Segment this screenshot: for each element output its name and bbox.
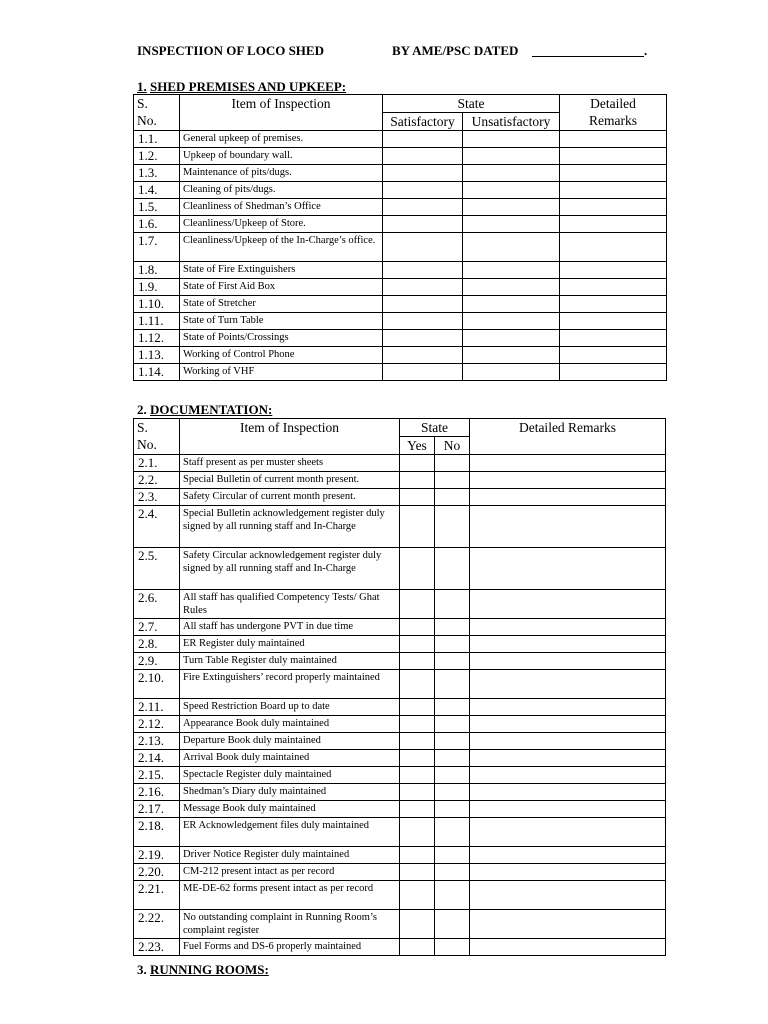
state-cell-2 xyxy=(435,506,470,548)
row-number: 2.10. xyxy=(134,670,180,699)
row-item: State of Fire Extinguishers xyxy=(180,262,383,279)
state-cell-2 xyxy=(435,653,470,670)
state-cell-1 xyxy=(383,364,463,381)
state-cell-2 xyxy=(435,489,470,506)
remarks-cell xyxy=(470,881,666,910)
row-item: State of Stretcher xyxy=(180,296,383,313)
doc-header-yes: Yes xyxy=(400,437,435,455)
header-remarks xyxy=(560,95,667,131)
table-row xyxy=(134,182,667,199)
state-cell-1 xyxy=(400,881,435,910)
state-cell-2 xyxy=(463,199,560,216)
remarks-cell xyxy=(470,506,666,548)
state-cell-1 xyxy=(383,330,463,347)
row-number: 1.3. xyxy=(134,165,180,182)
row-number: 2.16. xyxy=(134,784,180,801)
table-row xyxy=(134,472,666,489)
state-cell-1 xyxy=(383,296,463,313)
remarks-cell xyxy=(560,131,667,148)
state-cell-2 xyxy=(463,165,560,182)
row-item: Working of Control Phone xyxy=(180,347,383,364)
remarks-cell xyxy=(560,233,667,262)
header-satisfactory: Satisfactory xyxy=(383,113,463,131)
state-cell-2 xyxy=(435,910,470,939)
row-item: Cleaning of pits/dugs. xyxy=(180,182,383,199)
doc-header-no: No xyxy=(435,437,470,455)
remarks-cell xyxy=(470,818,666,847)
title-period: . xyxy=(644,43,648,58)
row-number: 1.12. xyxy=(134,330,180,347)
section-2-heading xyxy=(137,402,272,418)
row-item: Cleanliness of Shedman’s Office xyxy=(180,199,383,216)
row-item: All staff has qualified Competency Tests/ Ghat Rules xyxy=(180,590,400,619)
remarks-cell xyxy=(560,182,667,199)
row-item: Maintenance of pits/dugs. xyxy=(180,165,383,182)
state-cell-1 xyxy=(400,733,435,750)
table-row xyxy=(134,864,666,881)
remarks-cell xyxy=(560,148,667,165)
row-number: 2.5. xyxy=(134,548,180,590)
state-cell-1 xyxy=(400,750,435,767)
row-number: 1.13. xyxy=(134,347,180,364)
remarks-cell xyxy=(470,767,666,784)
table-row xyxy=(134,636,666,653)
state-cell-1 xyxy=(400,699,435,716)
row-item: Appearance Book duly maintained xyxy=(180,716,400,733)
remarks-cell xyxy=(470,750,666,767)
table-row xyxy=(134,199,667,216)
remarks-cell xyxy=(470,670,666,699)
state-cell-1 xyxy=(383,279,463,296)
state-cell-1 xyxy=(400,784,435,801)
state-cell-2 xyxy=(435,847,470,864)
row-item: Special Bulletin acknowledgement register duly signed by all running staff and In-Charge xyxy=(180,506,400,548)
table-row xyxy=(134,216,667,233)
row-number: 2.1. xyxy=(134,455,180,472)
remarks-cell xyxy=(560,216,667,233)
state-cell-1 xyxy=(400,864,435,881)
row-number: 1.10. xyxy=(134,296,180,313)
row-item: Turn Table Register duly maintained xyxy=(180,653,400,670)
remarks-cell xyxy=(470,619,666,636)
row-number: 2.19. xyxy=(134,847,180,864)
row-number: 2.14. xyxy=(134,750,180,767)
row-item: State of First Aid Box xyxy=(180,279,383,296)
state-cell-2 xyxy=(435,716,470,733)
state-cell-2 xyxy=(435,750,470,767)
table-row xyxy=(134,489,666,506)
state-cell-2 xyxy=(463,233,560,262)
table-row xyxy=(134,548,666,590)
row-item: Fire Extinguishers’ record properly maintained xyxy=(180,670,400,699)
doc-header-sno-line1: S. xyxy=(137,420,148,435)
doc-header-item: Item of Inspection xyxy=(180,419,400,455)
state-cell-2 xyxy=(435,767,470,784)
row-number: 2.21. xyxy=(134,881,180,910)
doc-header-state: State xyxy=(400,419,470,437)
state-cell-1 xyxy=(383,313,463,330)
state-cell-1 xyxy=(383,262,463,279)
row-item: All staff has undergone PVT in due time xyxy=(180,619,400,636)
remarks-cell xyxy=(470,548,666,590)
state-cell-2 xyxy=(435,864,470,881)
row-item: CM-212 present intact as per record xyxy=(180,864,400,881)
remarks-cell xyxy=(560,313,667,330)
row-item: ER Register duly maintained xyxy=(180,636,400,653)
table-row xyxy=(134,881,666,910)
section-3-title: RUNNING ROOMS: xyxy=(150,962,269,977)
row-number: 2.22. xyxy=(134,910,180,939)
table-row xyxy=(134,148,667,165)
table-row xyxy=(134,590,666,619)
remarks-cell xyxy=(470,455,666,472)
row-number: 1.1. xyxy=(134,131,180,148)
state-cell-1 xyxy=(383,347,463,364)
state-cell-2 xyxy=(435,939,470,956)
remarks-cell xyxy=(470,716,666,733)
state-cell-2 xyxy=(435,636,470,653)
row-number: 2.6. xyxy=(134,590,180,619)
documentation-table xyxy=(133,418,666,956)
row-item: ME-DE-62 forms present intact as per record xyxy=(180,881,400,910)
remarks-cell xyxy=(470,733,666,750)
row-item: Safety Circular of current month present. xyxy=(180,489,400,506)
row-item: No outstanding complaint in Running Room’s complaint register xyxy=(180,910,400,939)
documentation-rows xyxy=(134,455,666,956)
remarks-cell xyxy=(470,910,666,939)
state-cell-1 xyxy=(400,472,435,489)
state-cell-2 xyxy=(435,801,470,818)
state-cell-2 xyxy=(463,182,560,199)
state-cell-1 xyxy=(400,590,435,619)
state-cell-1 xyxy=(383,233,463,262)
section-2-title: DOCUMENTATION: xyxy=(150,402,273,417)
table-row xyxy=(134,619,666,636)
row-number: 2.13. xyxy=(134,733,180,750)
section-1-number: 1. xyxy=(137,79,147,94)
date-blank-line xyxy=(532,56,644,57)
table-row xyxy=(134,767,666,784)
remarks-cell xyxy=(470,801,666,818)
table-row xyxy=(134,847,666,864)
state-cell-1 xyxy=(400,619,435,636)
header-sno xyxy=(134,95,180,131)
row-item: Cleanliness/Upkeep of the In-Charge’s office. xyxy=(180,233,383,262)
row-number: 2.18. xyxy=(134,818,180,847)
table-row xyxy=(134,784,666,801)
section-1-title: SHED PREMISES AND UPKEEP: xyxy=(150,79,347,94)
state-cell-1 xyxy=(400,818,435,847)
row-item: General upkeep of premises. xyxy=(180,131,383,148)
table-row xyxy=(134,364,667,381)
remarks-cell xyxy=(560,199,667,216)
table-row xyxy=(134,313,667,330)
state-cell-1 xyxy=(400,548,435,590)
state-cell-2 xyxy=(463,313,560,330)
row-number: 2.17. xyxy=(134,801,180,818)
inspected-by-label: BY AME/PSC DATED xyxy=(392,43,519,58)
state-cell-1 xyxy=(383,216,463,233)
table-row xyxy=(134,347,667,364)
table-row xyxy=(134,910,666,939)
header-unsatisfactory: Unsatisfactory xyxy=(463,113,560,131)
state-cell-1 xyxy=(383,131,463,148)
state-cell-2 xyxy=(435,472,470,489)
state-cell-2 xyxy=(435,733,470,750)
table-row xyxy=(134,165,667,182)
row-number: 2.15. xyxy=(134,767,180,784)
table-row xyxy=(134,506,666,548)
remarks-cell xyxy=(470,653,666,670)
state-cell-2 xyxy=(463,148,560,165)
state-cell-2 xyxy=(463,364,560,381)
table-row xyxy=(134,801,666,818)
row-item: Shedman’s Diary duly maintained xyxy=(180,784,400,801)
document-title xyxy=(137,43,648,59)
row-item: State of Points/Crossings xyxy=(180,330,383,347)
state-cell-1 xyxy=(383,182,463,199)
remarks-cell xyxy=(560,262,667,279)
state-cell-1 xyxy=(400,847,435,864)
section-1-heading xyxy=(137,79,346,95)
row-item: Special Bulletin of current month present. xyxy=(180,472,400,489)
table-row xyxy=(134,131,667,148)
state-cell-1 xyxy=(400,716,435,733)
remarks-cell xyxy=(560,364,667,381)
remarks-cell xyxy=(560,165,667,182)
row-item: Spectacle Register duly maintained xyxy=(180,767,400,784)
row-number: 2.23. xyxy=(134,939,180,956)
header-remarks-line2: Remarks xyxy=(589,113,637,128)
state-cell-1 xyxy=(400,801,435,818)
remarks-cell xyxy=(470,636,666,653)
state-cell-1 xyxy=(400,506,435,548)
state-cell-2 xyxy=(463,216,560,233)
row-number: 1.9. xyxy=(134,279,180,296)
row-item: Driver Notice Register duly maintained xyxy=(180,847,400,864)
state-cell-1 xyxy=(383,165,463,182)
table-row xyxy=(134,818,666,847)
state-cell-1 xyxy=(383,199,463,216)
section-2-number: 2. xyxy=(137,402,147,417)
state-cell-2 xyxy=(463,262,560,279)
state-cell-2 xyxy=(435,881,470,910)
row-number: 1.4. xyxy=(134,182,180,199)
shed-premises-table xyxy=(133,94,667,381)
state-cell-2 xyxy=(435,590,470,619)
state-cell-1 xyxy=(400,636,435,653)
remarks-cell xyxy=(470,784,666,801)
section-3-heading xyxy=(137,962,269,978)
row-number: 2.20. xyxy=(134,864,180,881)
row-number: 2.8. xyxy=(134,636,180,653)
table-row xyxy=(134,653,666,670)
header-item: Item of Inspection xyxy=(180,95,383,131)
row-item: Cleanliness/Upkeep of Store. xyxy=(180,216,383,233)
row-number: 2.2. xyxy=(134,472,180,489)
table-row xyxy=(134,733,666,750)
state-cell-1 xyxy=(400,910,435,939)
section-3-number: 3. xyxy=(137,962,147,977)
row-item: Departure Book duly maintained xyxy=(180,733,400,750)
table-row xyxy=(134,716,666,733)
row-item: ER Acknowledgement files duly maintained xyxy=(180,818,400,847)
state-cell-2 xyxy=(435,699,470,716)
row-number: 1.7. xyxy=(134,233,180,262)
row-number: 2.7. xyxy=(134,619,180,636)
row-number: 1.14. xyxy=(134,364,180,381)
state-cell-1 xyxy=(383,148,463,165)
row-number: 1.11. xyxy=(134,313,180,330)
header-state: State xyxy=(383,95,560,113)
doc-header-sno-line2: No. xyxy=(137,437,157,452)
header-sno-line2: No. xyxy=(137,113,157,128)
remarks-cell xyxy=(470,472,666,489)
state-cell-2 xyxy=(435,670,470,699)
state-cell-2 xyxy=(463,347,560,364)
remarks-cell xyxy=(470,699,666,716)
table-row xyxy=(134,939,666,956)
row-number: 2.11. xyxy=(134,699,180,716)
remarks-cell xyxy=(560,330,667,347)
remarks-cell xyxy=(470,847,666,864)
row-number: 1.6. xyxy=(134,216,180,233)
row-number: 1.8. xyxy=(134,262,180,279)
state-cell-2 xyxy=(463,131,560,148)
remarks-cell xyxy=(470,864,666,881)
header-sno-line1: S. xyxy=(137,96,148,111)
row-number: 2.3. xyxy=(134,489,180,506)
state-cell-2 xyxy=(435,619,470,636)
state-cell-2 xyxy=(435,455,470,472)
table-row xyxy=(134,455,666,472)
state-cell-1 xyxy=(400,455,435,472)
row-item: Speed Restriction Board up to date xyxy=(180,699,400,716)
remarks-cell xyxy=(470,939,666,956)
remarks-cell xyxy=(560,279,667,296)
shed-premises-rows xyxy=(134,131,667,381)
state-cell-2 xyxy=(463,330,560,347)
state-cell-2 xyxy=(435,548,470,590)
row-item: Staff present as per muster sheets xyxy=(180,455,400,472)
remarks-cell xyxy=(470,590,666,619)
doc-header-sno xyxy=(134,419,180,455)
state-cell-1 xyxy=(400,489,435,506)
table-row xyxy=(134,750,666,767)
row-item: Message Book duly maintained xyxy=(180,801,400,818)
state-cell-2 xyxy=(435,784,470,801)
row-number: 2.4. xyxy=(134,506,180,548)
table-row xyxy=(134,330,667,347)
table-row xyxy=(134,699,666,716)
state-cell-1 xyxy=(400,670,435,699)
row-item: Fuel Forms and DS-6 properly maintained xyxy=(180,939,400,956)
table-row xyxy=(134,670,666,699)
state-cell-1 xyxy=(400,939,435,956)
row-number: 2.12. xyxy=(134,716,180,733)
state-cell-1 xyxy=(400,653,435,670)
row-item: Safety Circular acknowledgement register duly signed by all running staff and In-Charge xyxy=(180,548,400,590)
header-remarks-line1: Detailed xyxy=(590,96,636,111)
state-cell-2 xyxy=(463,279,560,296)
row-item: Working of VHF xyxy=(180,364,383,381)
state-cell-1 xyxy=(400,767,435,784)
row-item: Upkeep of boundary wall. xyxy=(180,148,383,165)
row-number: 2.9. xyxy=(134,653,180,670)
table-row xyxy=(134,233,667,262)
table-row xyxy=(134,296,667,313)
row-number: 1.2. xyxy=(134,148,180,165)
state-cell-2 xyxy=(435,818,470,847)
row-item: State of Turn Table xyxy=(180,313,383,330)
remarks-cell xyxy=(470,489,666,506)
row-item: Arrival Book duly maintained xyxy=(180,750,400,767)
table-row xyxy=(134,279,667,296)
state-cell-2 xyxy=(463,296,560,313)
remarks-cell xyxy=(560,296,667,313)
table-row xyxy=(134,262,667,279)
row-number: 1.5. xyxy=(134,199,180,216)
doc-header-remarks: Detailed Remarks xyxy=(470,419,666,455)
title-text: INSPECTIION OF LOCO SHED xyxy=(137,43,324,58)
remarks-cell xyxy=(560,347,667,364)
